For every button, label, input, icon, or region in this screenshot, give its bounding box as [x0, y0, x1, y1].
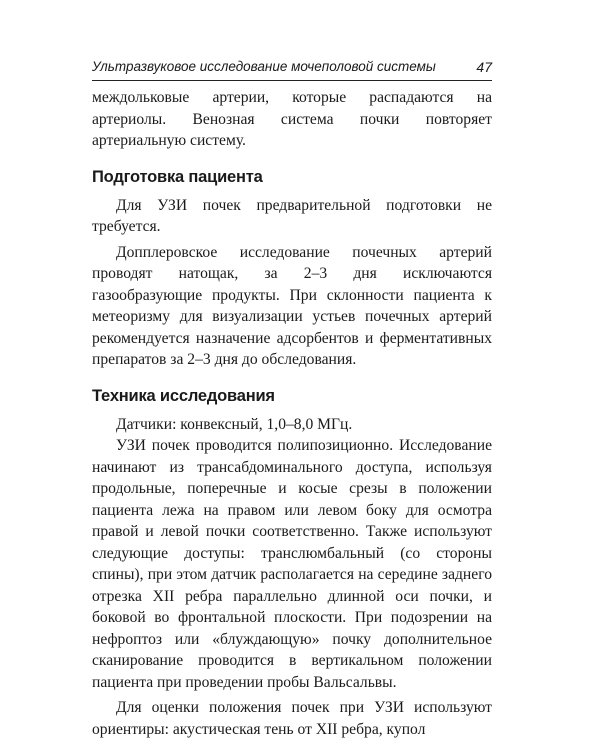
paragraph: Допплеровское исследование почечных артерий проводят натощак, за 2–3 дня исключаются газообразующие продукты. При склонности пациента к метеоризму для визуализации устьев почечных артерий рекомендуется назначение адсорбентов и ферментативных препаратов за 2–3 дня до обследования. — [92, 243, 492, 368]
intro-paragraph: междольковые артерии, которые распадаются на артериолы. Венозная система почки повторяет артериальную систему. — [92, 89, 492, 149]
paragraph: Для оценки положения почек при УЗИ используют ориентиры: акустическая тень от XII ребра, купол — [92, 699, 492, 738]
paragraph: Датчики: конвексный, 1,0–8,0 МГц. — [116, 415, 353, 433]
page-number: 47 — [476, 59, 492, 75]
running-header — [92, 58, 492, 81]
section-heading-technique: Техника исследования — [92, 386, 275, 405]
running-header-title: Ультразвуковое исследование мочеполовой системы — [92, 59, 436, 74]
section-heading-preparation: Подготовка пациента — [92, 167, 263, 186]
paragraph: Для УЗИ почек предварительной подготовки не требуется. — [92, 196, 492, 235]
book-page — [92, 58, 492, 740]
paragraph: УЗИ почек проводится полипозиционно. Исследование начинают из трансабдоминального доступа, используя продольные, поперечные и косые срезы в положении пациента лежа на правом или левом боку для осмотра правой и левой почки соответственно. Также используют следующие доступы: транслюмбальный (со стороны спины), при этом датчик располагается на середине заднего отрезка XII ребра параллельно длинной оси почки, и боковой во фронтальной плоскости. При подозрении на нефроптоз или «блуждающую» почку дополнительное сканирование проводится в вертикальном положении пациента при проведении пробы Вальсальвы. — [92, 437, 492, 691]
